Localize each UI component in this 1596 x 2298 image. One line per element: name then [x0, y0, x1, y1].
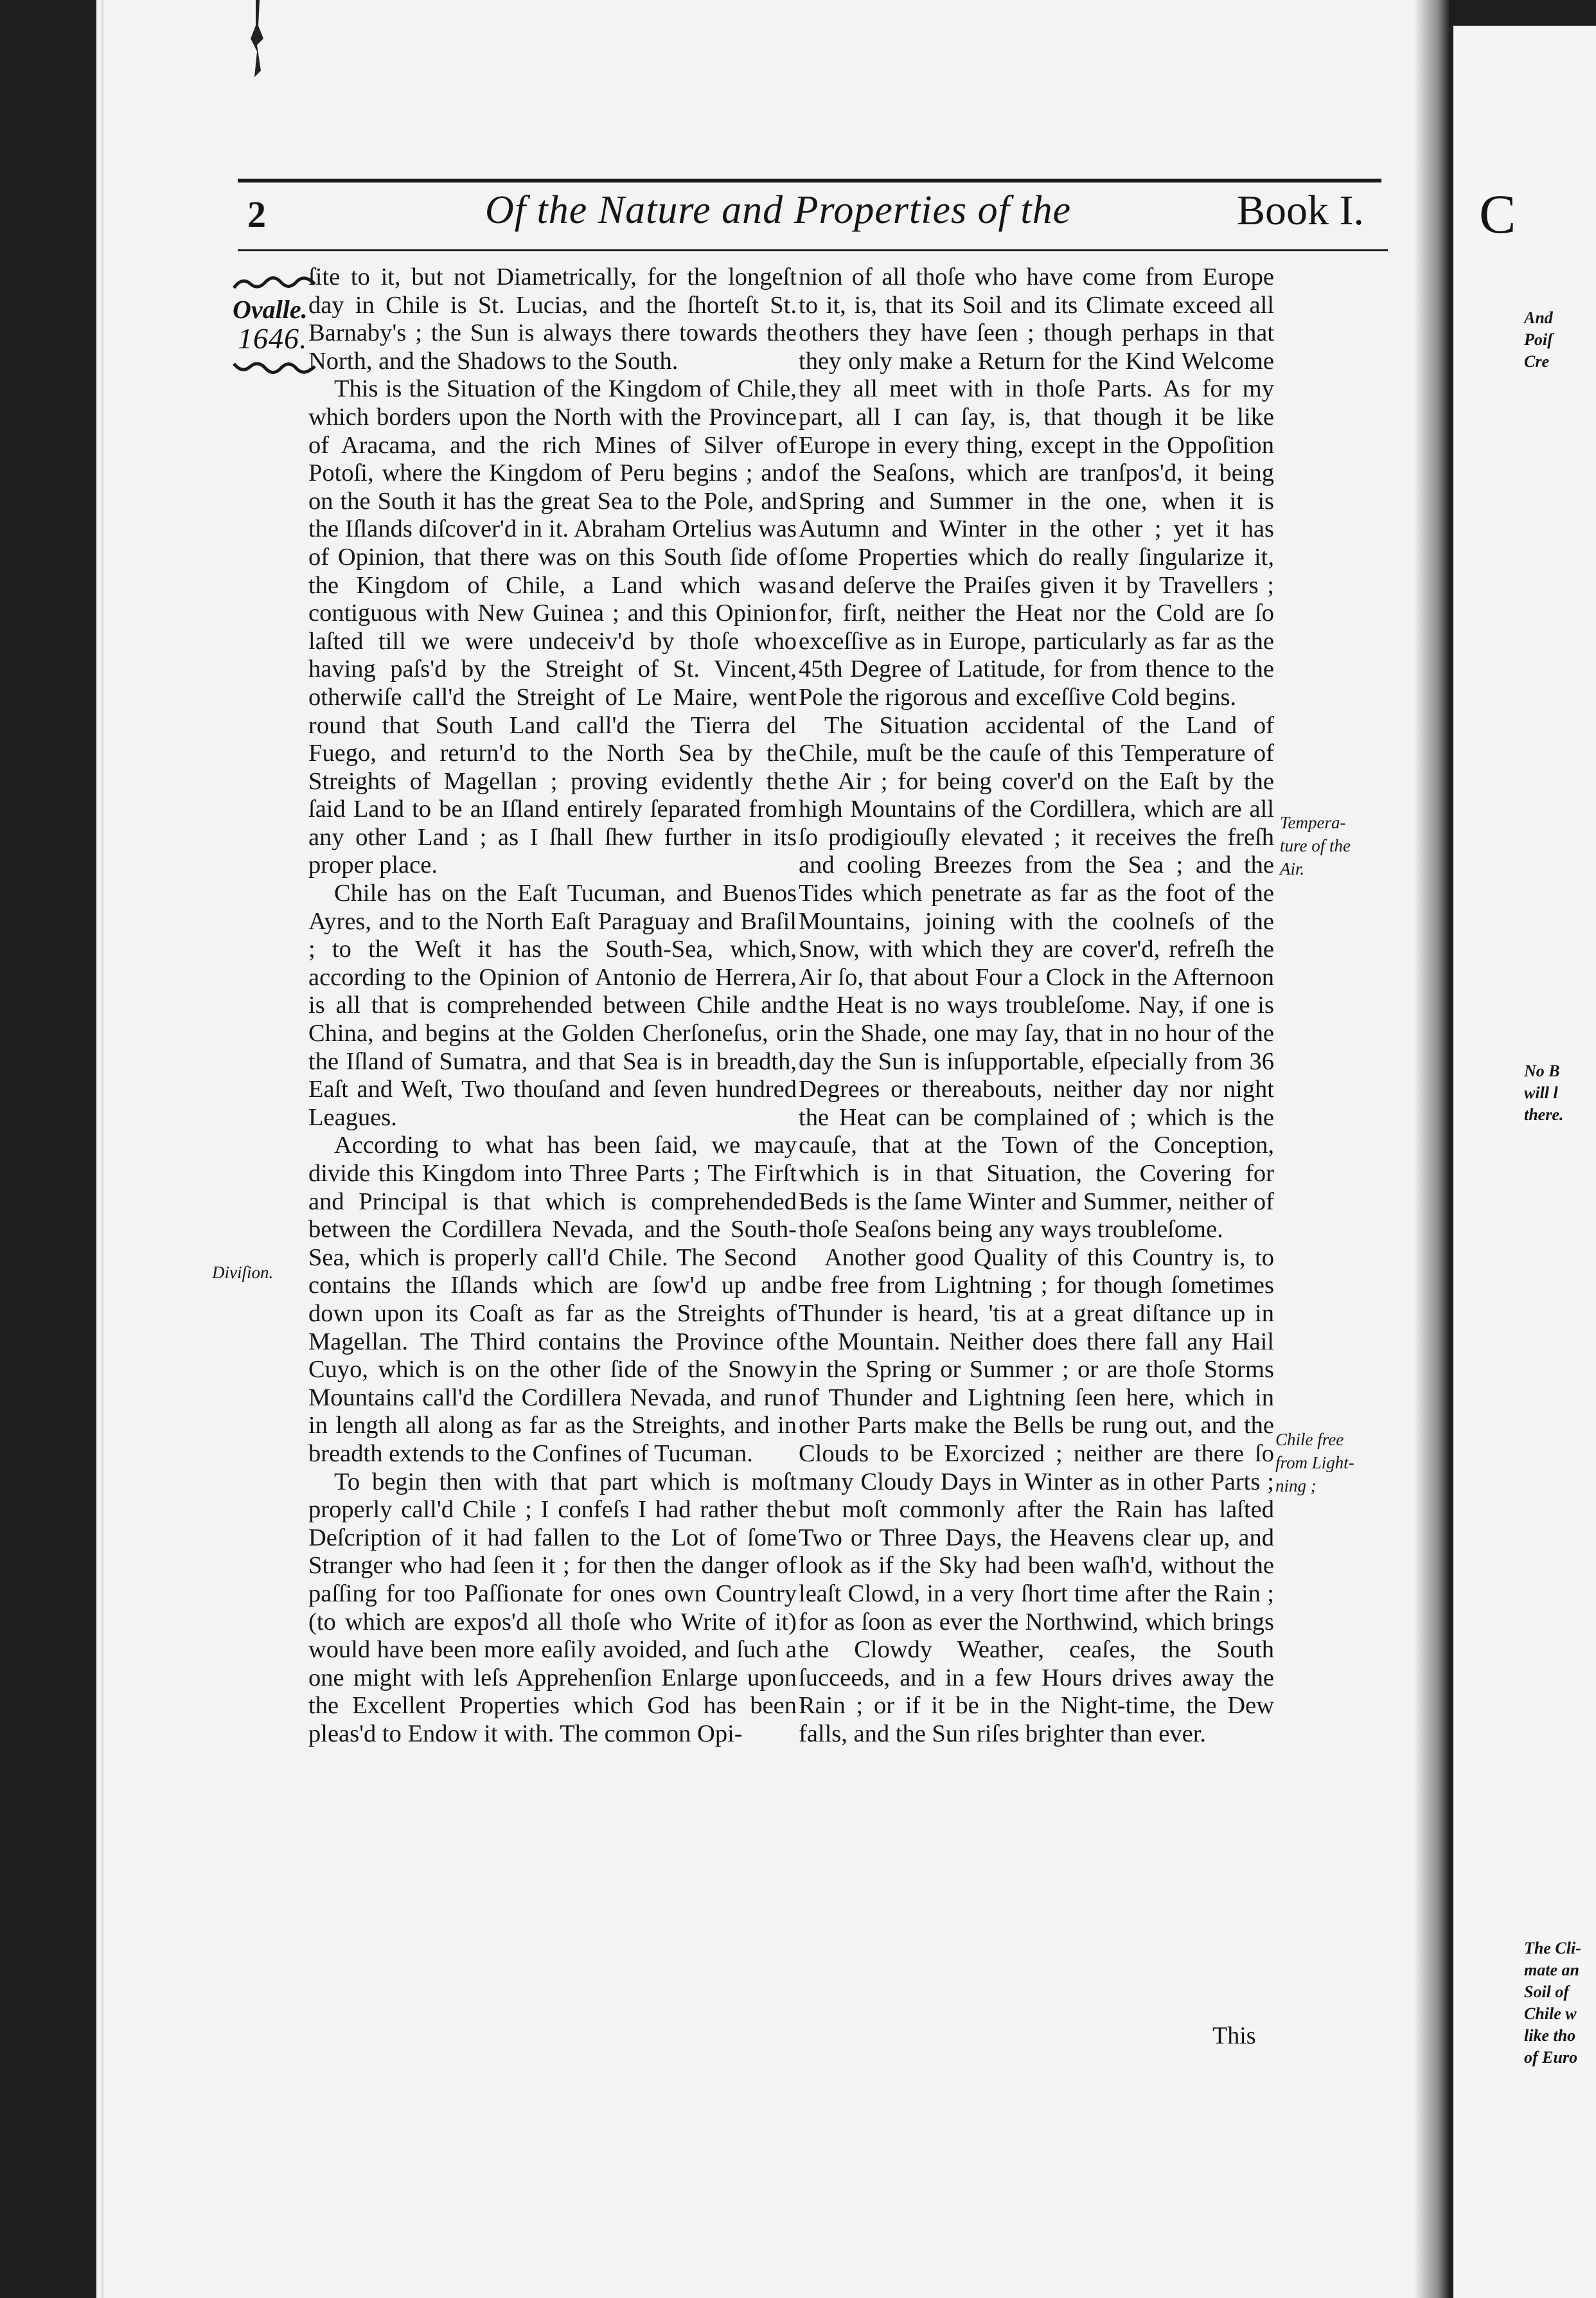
running-title: Of the Nature and Properties of the: [485, 188, 1072, 232]
gutter-shadow: [1414, 0, 1449, 2298]
margin-author: Ovalle.: [233, 295, 308, 324]
adjacent-page-heading: C: [1479, 183, 1516, 245]
left-text-column: [308, 263, 797, 1748]
margin-year: 1646.: [238, 322, 308, 355]
left-paragraph-1: ſite to it, but not Diametrically, for the longeſt day in Chile is St. Lucias, and the ſhorteſt St. Barnaby's ; the Sun is always there towards the North, and the Shadows to the South.: [308, 263, 797, 375]
header-rule-bottom: [238, 249, 1388, 251]
page-number: 2: [247, 193, 266, 235]
catchword: This: [1212, 2022, 1256, 2049]
adjacent-page-note-middle: No B will l there.: [1524, 1062, 1564, 1124]
margin-note-lightning: Chile free from Light- ning ;: [1275, 1430, 1354, 1495]
right-paragraph-3: Another good Quality of this Country is, to be free from Lightning ; for though ſometimes Thunder is heard, 'tis at a great diſtance up in the Mountain. Neither does there fall any Hail in the Spring or Summer ; or are thoſe Storms of Thunder and Lightning ſeen here, which in other Parts make the Bells be rung out, and the Clouds to be Exorcized ; neither are there ſo many Cloudy Days in Winter as in other Parts ; but moſt commonly after the Rain has laſted Two or Three Days, the Heavens clear up, and look as if the Sky had been waſh'd, without the leaſt Clowd, in a very ſhort time after the Rain ; for as ſoon as ever the Northwind, which brings the Clowdy Weather, ceaſes, the South ſucceeds, and in a few Hours drives away the Rain ; or if it be in the Night-time, the Dew falls, and the Sun riſes brighter than ever.: [799, 1243, 1274, 1747]
left-paragraph-4: According to what has been ſaid, we may divide this Kingdom into Three Parts ; The Firſt and Principal is that which is comprehended between the Cordillera Nevada, and the South-Sea, which is properly call'd Chile. The Second contains the Iſlands which are ſow'd up and down upon its Coaſt as far as the Streights of Magellan. The Third contains the Province of Cuyo, which is on the other ſide of the Snowy Mountains call'd the Cordillera Nevada, and run in length all along as far as the Streights, and in breadth extends to the Confines of Tucuman.: [308, 1132, 797, 1467]
margin-note-temperature: Tempera- ture of the Air.: [1280, 813, 1351, 878]
adjacent-page-fragment: [1453, 26, 1596, 2298]
ornament-top-icon: [233, 275, 316, 290]
header-rule-top: [238, 179, 1381, 183]
ornament-bottom-icon: [233, 360, 316, 375]
margin-note-division: Diviſion.: [212, 1263, 274, 1282]
left-paragraph-3: Chile has on the Eaſt Tucuman, and Buenos Ayres, and to the North Eaſt Paraguay and Braſil ; to the Weſt it has the South-Sea, which, according to the Opinion of Antonio de Herrera, is all that is comprehended between Chile and China, and begins at the Golden Cherſoneſus, or the Iſland of Sumatra, and that Sea is in breadth, Eaſt and Weſt, Two thouſand and ſeven hundred Leagues.: [308, 880, 797, 1131]
adjacent-page-note-top: And Poiſ Cre: [1524, 308, 1553, 371]
left-paragraph-2: This is the Situation of the Kingdom of Chile, which borders upon the North with the Province of Aracama, and the rich Mines of Silver of Potoſi, where the Kingdom of Peru begins ; and on the South it has the great Sea to the Pole, and the Iſlands diſcover'd in it. Abraham Ortelius was of Opinion, that there was on this South ſide of the Kingdom of Chile, a Land which was contiguous with New Guinea ; and this Opinion laſted till we were undeceiv'd by thoſe who having paſs'd by the Streight of St. Vincent, otherwiſe call'd the Streight of Le Maire, went round that South Land call'd the Tierra del Fuego, and return'd to the North Sea by the Streights of Magellan ; proving evidently the ſaid Land to be an Iſland entirely ſeparated from any other Land ; as I ſhall ſhew further in its proper place.: [308, 375, 797, 879]
print-smudge-mark: [244, 0, 270, 84]
adjacent-page-note-bottom: The Cli- mate an Soil of Chile w like tho of Euro: [1524, 1939, 1581, 2067]
right-paragraph-2: The Situation accidental of the Land of Chile, muſt be the cauſe of this Temperature of the Air ; for being cover'd on the Eaſt by the high Mountains of the Cordillera, which are all ſo prodigiouſly elevated ; it receives the freſh and cooling Breezes from the Sea ; and the Tides which penetrate as far as the foot of the Mountains, joining with the coolneſs of the Snow, with which they are cover'd, refreſh the Air ſo, that about Four a Clock in the Afternoon the Heat is no ways troubleſome. Nay, if one is in the Shade, one may ſay, that in no hour of the day the Sun is inſupportable, eſpecially from 36 Degrees or thereabouts, neither day nor night the Heat can be complained of ; which is the cauſe, that at the Town of the Conception, which is in that Situation, the Covering for Beds is the ſame Winter and Summer, neither of thoſe Seaſons being any ways troubleſome.: [799, 711, 1274, 1243]
page-edge-line: [102, 0, 103, 2298]
left-paragraph-5: To begin then with that part which is moſt properly call'd Chile ; I confeſs I had rather the Deſcription of it had fallen to the Lot of ſome Stranger who had ſeen it ; for then the danger of paſſing for too Paſſionate for ones own Country (to which are expos'd all thoſe who Write of it) would have been more eaſily avoided, and ſuch a one might with leſs Apprehenſion Enlarge upon the Excellent Properties which God has been pleas'd to Endow it with. The common Opi-: [308, 1468, 797, 1747]
right-paragraph-1: nion of all thoſe who have come from Europe to it, is, that its Soil and its Climate exceed all others they have ſeen ; though perhaps in that they only make a Return for the Kind Welcome they all meet with in thoſe Parts. As for my part, all I can ſay, is, that though it be like Europe in every thing, except in the Oppoſition of the Seaſons, which are tranſpos'd, it being Spring and Summer in the one, when it is Autumn and Winter in the other ; yet it has ſome Properties which do really ſingularize it, and deſerve the Praiſes given it by Travellers ; for, firſt, neither the Heat nor the Cold are ſo exceſſive as in Europe, particularly as far as the 45th Degree of Latitude, for from thence to the Pole the rigorous and exceſſive Cold begins.: [799, 263, 1274, 711]
right-text-column: [799, 263, 1274, 1748]
book-label: Book I.: [1237, 187, 1364, 234]
